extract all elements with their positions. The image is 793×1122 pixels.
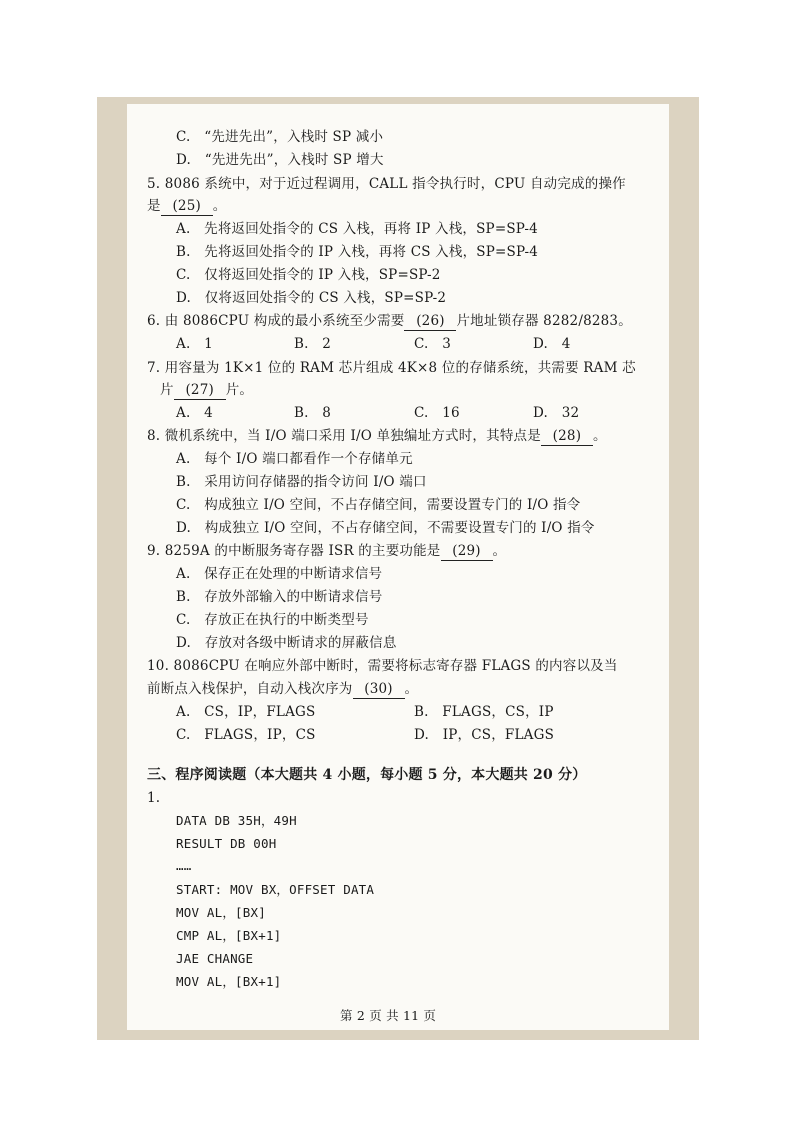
- q9-option-d: D. 存放对各级中断请求的屏蔽信息: [176, 635, 397, 651]
- q6-option-a: A. 1: [176, 336, 213, 352]
- q9-stem-end: 。: [492, 543, 507, 559]
- q9-option-a: A. 保存正在处理的中断请求信号: [176, 566, 383, 582]
- q10-option-c: C. FLAGS，IP，CS: [176, 727, 316, 743]
- q5-stem-line2: [147, 197, 226, 216]
- q8-option-d: D. 构成独立 I/O 空间，不占存储空间，不需要设置专门的 I/O 指令: [176, 520, 595, 536]
- q4-option-d: D. “先进先出”，入栈时 SP 增大: [176, 152, 384, 168]
- code-line-1: DATA DB 35H，49H: [176, 813, 297, 828]
- q8-stem-end: 。: [592, 428, 607, 444]
- page-number: 第 2 页 共 11 页: [340, 1008, 437, 1023]
- code-line-8: MOV AL，[BX+1]: [176, 974, 282, 989]
- q5-option-b: B. 先将返回处指令的 IP 入栈，再将 CS 入栈，SP=SP-4: [176, 244, 539, 260]
- section3-q1-label: 1.: [147, 790, 161, 806]
- q6-answer-blank: (26): [404, 312, 456, 331]
- q7-answer-blank: (27): [174, 381, 226, 400]
- q5-stem-text: 是: [147, 198, 161, 214]
- q10-stem-line1: 10. 8086CPU 在响应外部中断时，需要将标志寄存器 FLAGS 的内容以及当: [147, 658, 618, 674]
- q5-stem-end: 。: [212, 198, 227, 214]
- q6-stem: [147, 312, 632, 331]
- q8-option-c: C. 构成独立 I/O 空间，不占存储空间，需要设置专门的 I/O 指令: [176, 497, 581, 513]
- q5-option-a: A. 先将返回处指令的 CS 入栈，再将 IP 入栈，SP=SP-4: [176, 221, 538, 237]
- q6-option-c: C. 3: [414, 336, 452, 352]
- q6-option-d: D. 4: [533, 336, 571, 352]
- q7-option-c: C. 16: [414, 405, 460, 421]
- code-line-5: MOV AL，[BX]: [176, 905, 266, 920]
- q9-stem-text: 9. 8259A 的中断服务寄存器 ISR 的主要功能是: [147, 543, 441, 559]
- q7-option-a: A. 4: [176, 405, 213, 421]
- code-line-6: CMP AL，[BX+1]: [176, 928, 282, 943]
- q10-stem-text: 前断点入栈保护，自动入栈次序为: [147, 681, 353, 697]
- q4-option-c: C. “先进先出”，入栈时 SP 减小: [176, 129, 384, 145]
- q6-stem-end: 片地址锁存器 8282/8283。: [456, 313, 632, 329]
- q7-stem-end: 片。: [225, 382, 254, 398]
- q8-stem: [147, 427, 607, 446]
- q7-option-b: B. 8: [294, 405, 332, 421]
- q8-option-b: B. 采用访问存储器的指令访问 I/O 端口: [176, 474, 427, 490]
- q7-stem-line1: 7. 用容量为 1K×1 位的 RAM 芯片组成 4K×8 位的存储系统，共需要 RAM 芯: [147, 360, 636, 376]
- q6-option-b: B. 2: [294, 336, 332, 352]
- q10-option-a: A. CS，IP，FLAGS: [176, 704, 316, 720]
- q7-option-d: D. 32: [533, 405, 580, 421]
- code-line-4: START: MOV BX，OFFSET DATA: [176, 882, 375, 897]
- code-line-3: ……: [176, 858, 192, 873]
- q5-answer-blank: (25): [161, 197, 213, 216]
- code-line-2: RESULT DB 00H: [176, 836, 277, 851]
- q10-stem-end: 。: [404, 681, 419, 697]
- q7-stem-line2: [160, 381, 253, 400]
- section3-heading: 三、程序阅读题（本大题共 4 小题，每小题 5 分，本大题共 20 分）: [147, 767, 587, 783]
- q10-answer-blank: (30): [353, 680, 405, 699]
- q9-stem: [147, 542, 506, 561]
- q6-stem-text: 6. 由 8086CPU 构成的最小系统至少需要: [147, 313, 405, 329]
- q9-option-b: B. 存放外部输入的中断请求信号: [176, 589, 383, 605]
- q8-option-a: A. 每个 I/O 端口都看作一个存储单元: [176, 451, 413, 467]
- q9-option-c: C. 存放正在执行的中断类型号: [176, 612, 369, 628]
- q5-option-c: C. 仅将返回处指令的 IP 入栈，SP=SP-2: [176, 267, 441, 283]
- code-line-7: JAE CHANGE: [176, 951, 254, 966]
- q5-stem-line1: 5. 8086 系统中，对于近过程调用，CALL 指令执行时，CPU 自动完成的操作: [147, 176, 626, 192]
- q10-option-b: B. FLAGS，CS，IP: [414, 704, 554, 720]
- q8-answer-blank: (28): [541, 427, 593, 446]
- q7-stem-text: 片: [160, 382, 174, 398]
- q8-stem-text: 8. 微机系统中，当 I/O 端口采用 I/O 单独编址方式时，其特点是: [147, 428, 541, 444]
- q9-answer-blank: (29): [441, 542, 493, 561]
- q5-option-d: D. 仅将返回处指令的 CS 入栈，SP=SP-2: [176, 290, 447, 306]
- q10-stem-line2: [147, 680, 418, 699]
- q10-option-d: D. IP，CS，FLAGS: [414, 727, 555, 743]
